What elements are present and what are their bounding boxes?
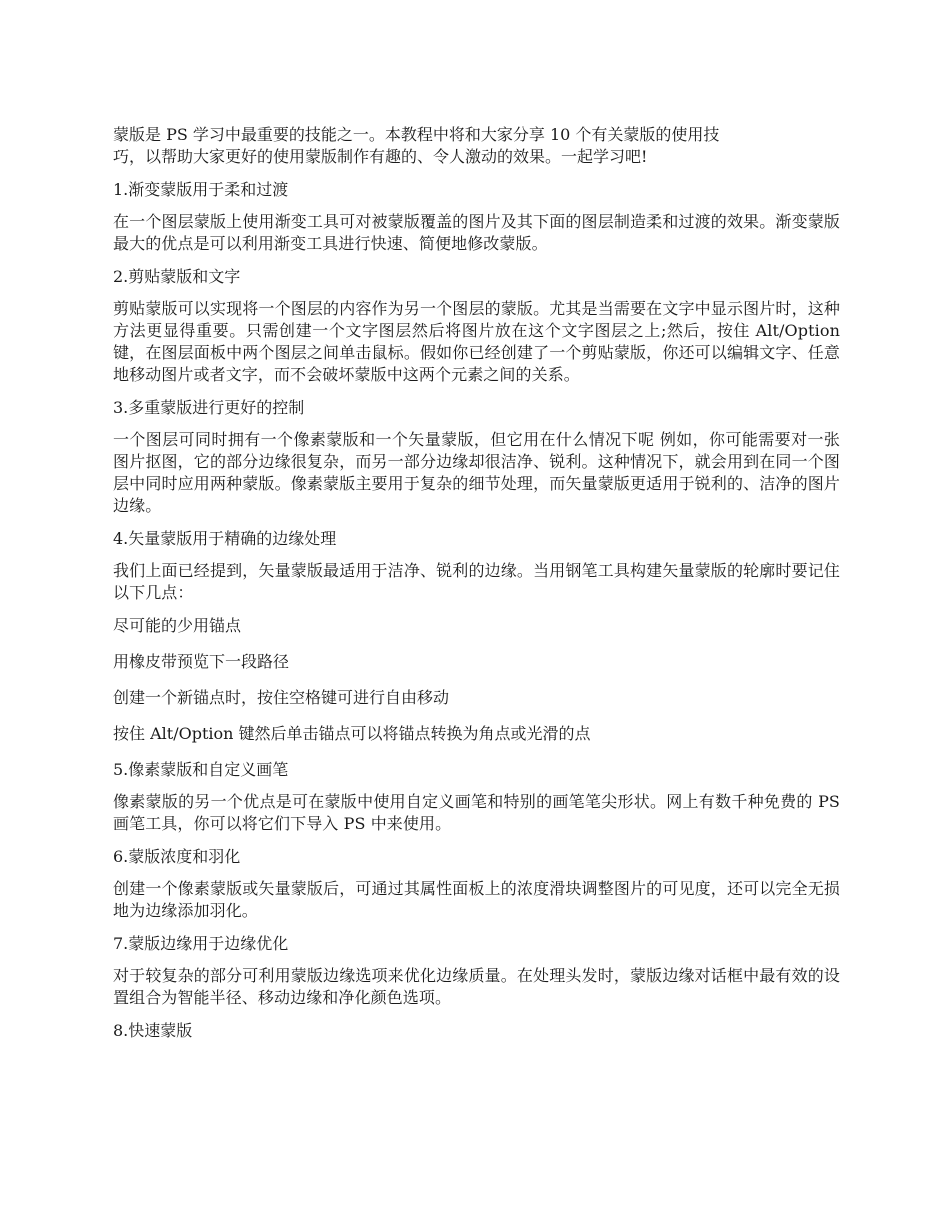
section-2-heading: 2.剪贴蒙版和文字: [113, 267, 241, 286]
section-5-heading: 5.像素蒙版和自定义画笔: [113, 760, 289, 779]
section-2-paragraph: 剪贴蒙版可以实现将一个图层的内容作为另一个图层的蒙版。尤其是当需要在文字中显示图片时，这种方法更显得重要。只需创建一个文字图层然后将图片放在这个文字图层之上;然后，按住 Alt/Option 键，在图层面板中两个图层之间单击鼠标。假如你已经创建了一个剪贴蒙版，你还可以编辑文字、任意地移动图片或者文字，而不会破坏蒙版中这两个元素之间的关系。: [113, 299, 840, 384]
section-3-paragraph: 一个图层可同时拥有一个像素蒙版和一个矢量蒙版，但它用在什么情况下呢 例如，你可能需要对一张图片抠图，它的部分边缘很复杂，而另一部分边缘却很洁净、锐利。这种情况下，就会用到在同一个图层中同时应用两种蒙版。像素蒙版主要用于复杂的细节处理，而矢量蒙版更适用于锐利的、洁净的图片边缘。: [113, 430, 840, 515]
section-6-paragraph: 创建一个像素蒙版或矢量蒙版后，可通过其属性面板上的浓度滑块调整图片的可见度，还可以完全无损地为边缘添加羽化。: [113, 879, 840, 920]
section-4-item-4: 按住 Alt/Option 键然后单击锚点可以将锚点转换为角点或光滑的点: [113, 724, 591, 743]
section-4-item-2: 用橡皮带预览下一段路径: [113, 652, 290, 671]
section-6-heading: 6.蒙版浓度和羽化: [113, 847, 241, 866]
section-1-paragraph: 在一个图层蒙版上使用渐变工具可对被蒙版覆盖的图片及其下面的图层制造柔和过渡的效果。渐变蒙版最大的优点是可以利用渐变工具进行快速、简便地修改蒙版。: [113, 212, 840, 253]
section-5-paragraph: 像素蒙版的另一个优点是可在蒙版中使用自定义画笔和特别的画笔笔尖形状。网上有数千种免费的 PS 画笔工具，你可以将它们下导入 PS 中来使用。: [113, 792, 840, 833]
document-body: [113, 124, 840, 1052]
intro-line-1: 蒙版是 PS 学习中最重要的技能之一。本教程中将和大家分享 10 个有关蒙版的使用技: [113, 125, 720, 144]
section-3-heading: 3.多重蒙版进行更好的控制: [113, 398, 305, 417]
section-4-paragraph: 我们上面已经提到，矢量蒙版最适用于洁净、锐利的边缘。当用钢笔工具构建矢量蒙版的轮廓时要记住以下几点：: [113, 561, 840, 602]
section-1-heading: 1.渐变蒙版用于柔和过渡: [113, 180, 289, 199]
intro-line-2: 巧，以帮助大家更好的使用蒙版制作有趣的、令人激动的效果。一起学习吧!: [113, 147, 648, 166]
intro-paragraph: [113, 124, 840, 168]
section-8-heading: 8.快速蒙版: [113, 1021, 193, 1040]
section-4-heading: 4.矢量蒙版用于精确的边缘处理: [113, 529, 337, 548]
section-4-item-1: 尽可能的少用锚点: [113, 616, 242, 635]
section-7-paragraph: 对于较复杂的部分可利用蒙版边缘选项来优化边缘质量。在处理头发时，蒙版边缘对话框中最有效的设置组合为智能半径、移动边缘和净化颜色选项。: [113, 966, 840, 1007]
section-7-heading: 7.蒙版边缘用于边缘优化: [113, 934, 289, 953]
section-4-item-3: 创建一个新锚点时，按住空格键可进行自由移动: [113, 688, 450, 707]
